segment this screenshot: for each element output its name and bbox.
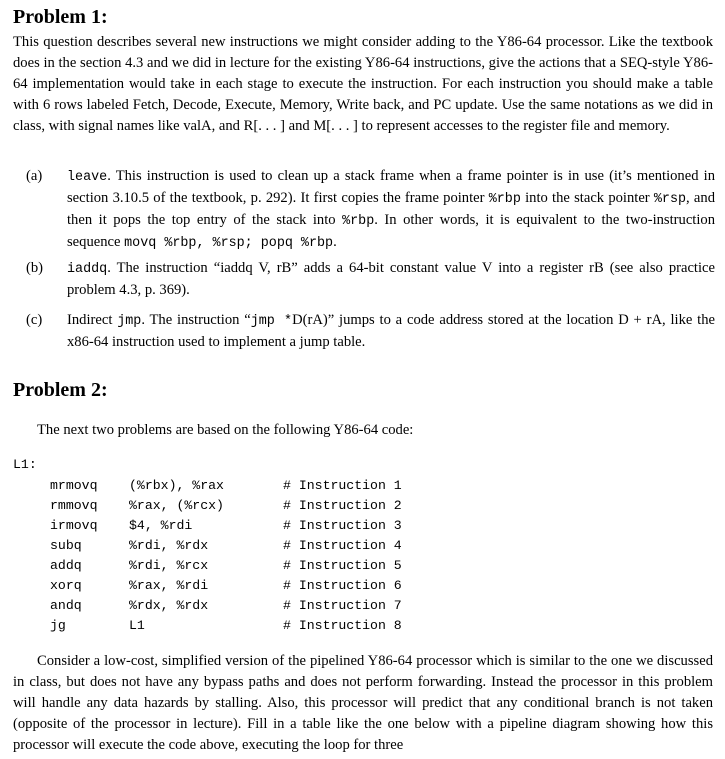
item-a-reg-rsp: %rsp: [653, 192, 687, 207]
item-c-text1: . The instruction “: [141, 312, 251, 328]
code-args: %rdi, %rdx: [129, 538, 209, 553]
code-args: $4, %rdi: [129, 518, 193, 533]
item-a-label: (a): [26, 168, 43, 184]
code-args: %rax, (%rcx): [129, 498, 224, 513]
item-a-reg-rbp: %rbp: [488, 192, 521, 207]
item-b-code: iaddq: [67, 262, 108, 277]
item-a-sequence: movq %rbp, %rsp; popq %rbp: [124, 236, 334, 251]
code-args: L1: [129, 618, 145, 633]
item-c-text2: D(rA)” jumps to a code address stored at the location D + rA, like the x86-64 instruction used to implement a jump table.: [67, 312, 715, 350]
code-args: %rdi, %rcx: [129, 558, 209, 573]
code-comment: # Instruction 2: [283, 498, 402, 513]
problem-1-intro: This question describes several new instructions we might consider adding to the Y86-64 processor. Like the textbook does in the section 4.3 and we did in lecture for the existing Y86-64 instructions, give the actions that a SEQ-style Y86-64 implementation would take in each stage to execute the instruction. For each instruction you should make a table with 6 rows labeled Fetch, Decode, Execute, Memory, Write back, and PC update. Use the same notations as we did in class, with signal names like valA, and R[. . . ] and M[. . . ] to represent accesses to the register file and memory.: [13, 34, 713, 134]
code-line: [13, 616, 713, 636]
code-line: [13, 556, 713, 576]
code-comment: # Instruction 1: [283, 478, 402, 493]
problem-2-description: Consider a low-cost, simplified version of the pipelined Y86-64 processor which is similar to the one we discussed in class, but does not have any bypass paths and does not perform forwarding. Instead the processor in this problem will handle any data hazards by stalling. Also, this processor will predict that any conditional branch is not taken (opposite of the processor in lecture). Fill in a table like the one below with a pipeline diagram showing how this processor will execute the code above, executing the loop for three: [13, 653, 713, 753]
problem-2-title: Problem 2:: [13, 379, 108, 401]
item-b-label: (b): [26, 260, 44, 276]
item-c-text0: Indirect: [67, 312, 118, 328]
code-line: [13, 576, 713, 596]
code-op: jg: [50, 618, 66, 633]
code-line: [13, 516, 713, 536]
code-op: addq: [50, 558, 82, 573]
item-c: [26, 310, 715, 353]
item-b-text1: . The instruction “iaddq V, rB” adds a 64-bit constant value V into a register rB (see also practice problem 4.3, p. 369).: [67, 260, 715, 298]
code-op: mrmovq: [50, 478, 98, 493]
item-a: [26, 166, 715, 254]
item-a-text5: .: [333, 234, 337, 250]
code-line: [13, 536, 713, 556]
code-line: [13, 596, 713, 616]
code-op: subq: [50, 538, 82, 553]
item-b: [26, 258, 715, 301]
item-a-text4: . In other words, it is equivalent to the two-instruction sequence: [67, 212, 715, 250]
item-a-reg-rbp2: %rbp: [342, 214, 375, 229]
problem-2-intro: The next two problems are based on the following Y86-64 code:: [37, 422, 414, 438]
code-args: %rdx, %rdx: [129, 598, 209, 613]
code-label: L1:: [13, 457, 37, 472]
code-args: (%rbx), %rax: [129, 478, 224, 493]
code-op: irmovq: [50, 518, 98, 533]
code-comment: # Instruction 5: [283, 558, 402, 573]
code-line: [13, 496, 713, 516]
item-a-code: leave: [67, 170, 108, 185]
code-comment: # Instruction 7: [283, 598, 402, 613]
item-a-text1: . This instruction is used to clean up a stack frame when a frame pointer is in use (it’s mentioned in section 3.10.5 of the textbook, p. 292). It first copies the frame pointer: [67, 168, 715, 206]
item-a-body: [67, 166, 715, 254]
item-c-label: (c): [26, 312, 43, 328]
code-comment: # Instruction 4: [283, 538, 402, 553]
code-comment: # Instruction 8: [283, 618, 402, 633]
item-c-code2: jmp *: [250, 314, 293, 329]
item-c-code: jmp: [117, 314, 142, 329]
code-op: andq: [50, 598, 82, 613]
problem-1-title: Problem 1:: [13, 6, 108, 28]
item-c-body: [67, 310, 715, 353]
code-line: [13, 476, 713, 496]
code-args: %rax, %rdi: [129, 578, 209, 593]
item-a-text3: , and then it pops the top entry of the stack into: [67, 190, 715, 228]
code-comment: # Instruction 6: [283, 578, 402, 593]
item-a-text2: into the stack pointer: [520, 190, 654, 206]
code-op: rmmovq: [50, 498, 98, 513]
item-b-body: [67, 258, 715, 301]
code-op: xorq: [50, 578, 82, 593]
code-comment: # Instruction 3: [283, 518, 402, 533]
